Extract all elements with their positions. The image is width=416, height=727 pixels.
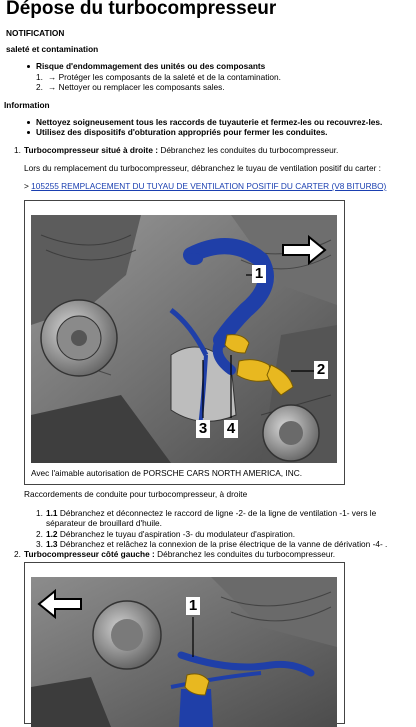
substep-num: 1.	[36, 508, 43, 518]
sub-item-num: 2.	[36, 82, 43, 92]
sub-item-text: → Nettoyer ou remplacer les composants sales.	[48, 82, 225, 92]
step-1	[24, 145, 338, 155]
crankcase-ventilation-link[interactable]: 105255 REMPLACEMENT DU TUYAU DE VENTILATION POSITIF DU CARTER (V8 BITURBO)	[31, 181, 387, 191]
bullet-dot	[27, 131, 30, 134]
bullet-dot	[27, 121, 30, 124]
info-bullet: Nettoyez soigneusement tous les raccords de tuyauterie et fermez-les ou recouvrez-les.	[36, 117, 383, 127]
figure-right-turbocharger	[24, 200, 345, 485]
substep-1-2	[46, 529, 295, 539]
notification-heading: NOTIFICATION	[6, 28, 65, 38]
info-bullet: Utilisez des dispositifs d'obturation appropriés pour fermer les conduites.	[36, 127, 328, 137]
substep-id: 1.2	[46, 529, 58, 539]
page-title: Dépose du turbocompresseur	[6, 0, 277, 19]
step-2-label: Turbocompresseur côté gauche :	[24, 549, 155, 559]
callout-label: 1	[186, 597, 200, 615]
substep-text: Débranchez et déconnectez le raccord de ligne -2- de la ligne de ventilation -1- vers le	[59, 508, 377, 518]
step-2	[24, 549, 335, 559]
step-number: 1.	[14, 145, 21, 155]
notification-subheading: saleté et contamination	[6, 44, 99, 54]
bullet-dot	[27, 65, 30, 68]
substep-id: 1.1	[46, 508, 58, 518]
callout-label: 4	[224, 420, 238, 438]
substep-1-1	[46, 508, 376, 518]
figure-left-turbocharger	[24, 562, 345, 724]
substep-text: Débranchez le tuyau d'aspiration -3- du modulateur d'aspiration.	[59, 529, 296, 539]
engine-photo-right	[31, 215, 337, 463]
substep-text-cont: séparateur de brouillard d'huile.	[46, 518, 162, 528]
step-2-text: Débranchez les conduites du turbocompresseur.	[154, 549, 336, 559]
engine-illustration	[31, 215, 337, 463]
callout-label: 3	[196, 420, 210, 438]
link-prefix: >	[24, 181, 29, 191]
step-1-text: Débranchez les conduites du turbocompresseur.	[158, 145, 339, 155]
sub-item-num: 1.	[36, 72, 43, 82]
connections-heading: Raccordements de conduite pour turbocompresseur, à droite	[24, 489, 248, 499]
substep-num: 2.	[36, 529, 43, 539]
callout-label: 2	[314, 361, 328, 379]
procedure-link-row	[24, 181, 386, 191]
sub-item-text: → Protéger les composants de la saleté et de la contamination.	[48, 72, 281, 82]
figure-caption: Avec l'aimable autorisation de PORSCHE CARS NORTH AMERICA, INC.	[31, 468, 303, 478]
substep-1-3	[46, 539, 387, 549]
substep-text: Débranchez et relâchez la connexion de la prise électrique de la vanne de dérivation -4- .	[59, 539, 388, 549]
information-heading: Information	[4, 100, 50, 110]
step-number: 2.	[14, 549, 21, 559]
engine-photo-left	[31, 577, 337, 727]
engine-illustration	[31, 577, 337, 727]
substep-id: 1.3	[46, 539, 58, 549]
notification-bullet: Risque d'endommagement des unités ou des composants	[36, 61, 266, 71]
callout-label: 1	[252, 265, 266, 283]
substep-num: 3.	[36, 539, 43, 549]
step-1-note: Lors du remplacement du turbocompresseur, débranchez le tuyau de ventilation positif du carter :	[24, 163, 381, 173]
step-1-label: Turbocompresseur situé à droite :	[24, 145, 159, 155]
